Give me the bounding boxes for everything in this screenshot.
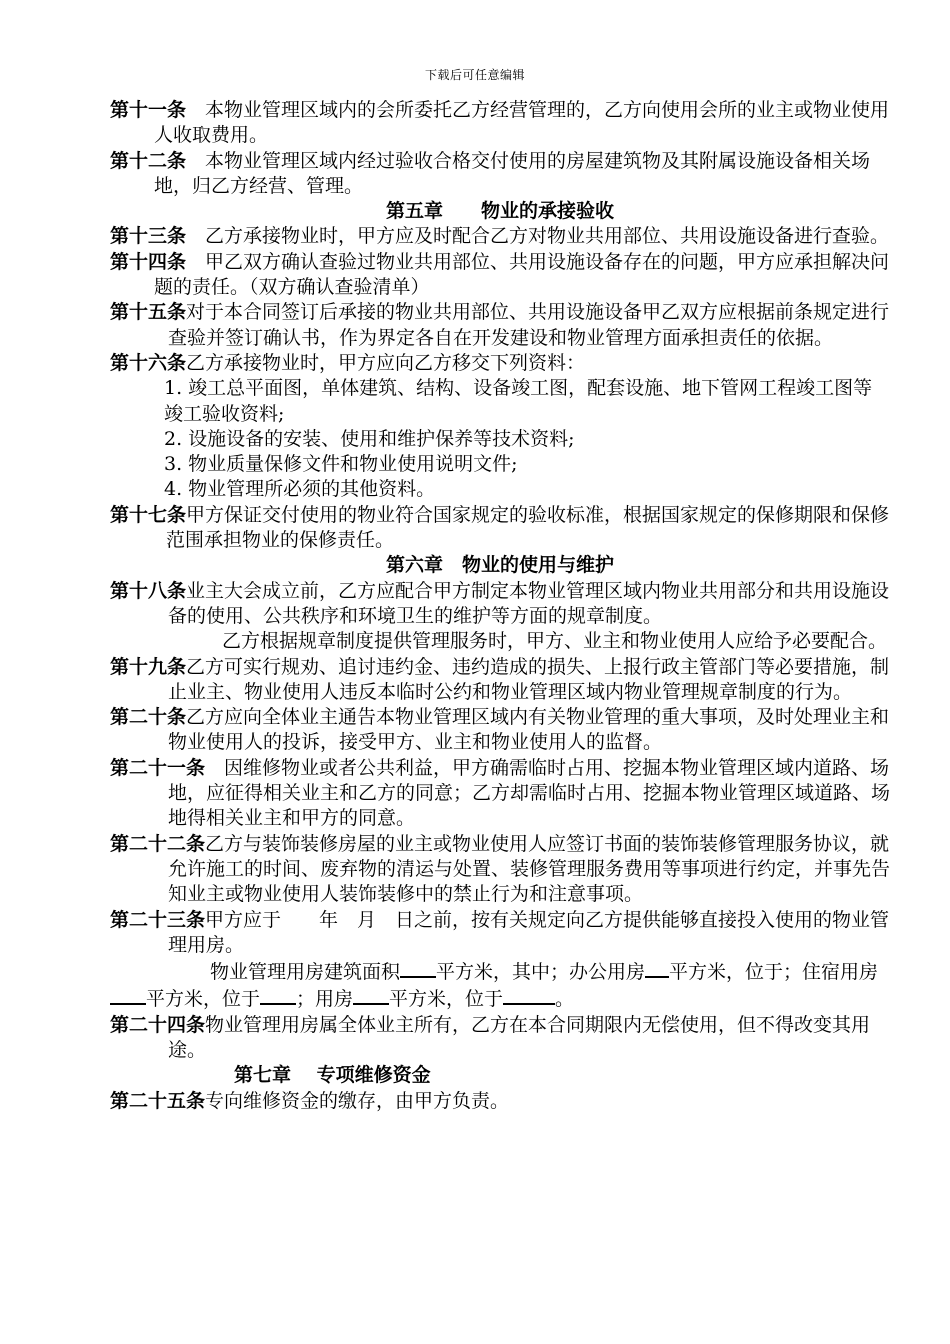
article-14: 第十四条 甲乙双方确认查验过物业共用部位、共用设施设备存在的问题，甲方应承担解决问题的责任。（双方确认查验清单）	[110, 250, 890, 299]
article-25: 第二十五条专向维修资金的缴存，由甲方负责。	[110, 1089, 510, 1112]
article-18: 第十八条业主大会成立前，乙方应配合甲方制定本物业管理区域内物业共用部分和共用设施设备的使用、公共秩序和环境卫生的维护等方面的规章制度。	[110, 579, 890, 627]
list-item-2: 2. 设施设备的安装、使用和维护保养等技术资料;	[164, 427, 575, 450]
article-23-paragraph-2: 物业管理用房建筑面积 平方米，其中；办公用房 平方米，位于；住宿用房平方米，位于 ；用房 平方米，位于 。	[110, 958, 890, 1013]
office-area-blank	[645, 958, 669, 978]
chapter-6-heading: 第六章 物业的使用与维护	[385, 554, 614, 577]
dorm-area-blank	[110, 985, 146, 1005]
list-item-3: 3. 物业质量保修文件和物业使用说明文件;	[164, 453, 518, 476]
article-19: 第十九条乙方可实行规劝、追讨违约金、违约造成的损失、上报行政主管部门等必要措施，制止业主、物业使用人违反本临时公约和物业管理区域内物业管理规章制度的行为。	[110, 655, 890, 703]
dorm-location-blank	[260, 985, 296, 1005]
article-23: 第二十三条甲方应于 年 月 日之前，按有关规定向乙方提供能够直接投入使用的物业管理用房。	[110, 908, 890, 956]
article-11: 第十一条 本物业管理区域内的会所委托乙方经营管理的，乙方向使用会所的业主或物业使用人收取费用。	[110, 99, 890, 147]
article-21: 第二十一条 因维修物业或者公共利益，甲方确需临时占用、挖掘本物业管理区域内道路、场地，应征得相关业主和乙方的同意；乙方却需临时占用、挖掘本物业管理区域道路、场地得相关业主和甲方的同意。	[110, 756, 891, 830]
list-item-1: 1. 竣工总平面图，单体建筑、结构、设备竣工图，配套设施、地下管网工程竣工图等竣工验收资料;	[164, 377, 873, 425]
page-header: 下载后可任意编辑	[424, 68, 525, 82]
article-24: 第二十四条物业管理用房属全体业主所有，乙方在本合同期限内无偿使用，但不得改变其用途。	[110, 1013, 871, 1061]
other-location-blank	[503, 985, 555, 1005]
document-body	[110, 98, 890, 1114]
article-12: 第十二条 本物业管理区域内经过验收合格交付使用的房屋建筑物及其附属设施设备相关场地，归乙方经营、管理。	[110, 149, 871, 197]
chapter-5-heading: 第五章 物业的承接验收	[385, 200, 614, 223]
area-blank	[400, 958, 436, 978]
article-13: 第十三条 乙方承接物业时，甲方应及时配合乙方对物业共用部位、共用设施设备进行查验。	[110, 225, 890, 248]
article-15: 第十五条对于本合同签订后承接的物业共用部位、共用设施设备甲乙双方应根据前条规定进行查验并签订确认书，作为界定各自在开发建设和物业管理方面承担责任的依据。	[110, 301, 890, 349]
article-18-paragraph-2: 乙方根据规章制度提供管理服务时，甲方、业主和物业使用人应给予必要配合。	[222, 630, 888, 653]
list-item-4: 4. 物业管理所必须的其他资料。	[164, 478, 436, 501]
chapter-7-heading: 第七章 专项维修资金	[234, 1064, 431, 1087]
article-17: 第十七条甲方保证交付使用的物业符合国家规定的验收标准，根据国家规定的保修期限和保修范围承担物业的保修责任。	[110, 503, 890, 552]
article-20: 第二十条乙方应向全体业主通告本物业管理区域内有关物业管理的重大事项，及时处理业主和物业使用人的投诉，接受甲方、业主和物业使用人的监督。	[110, 706, 890, 754]
article-22: 第二十二条乙方与装饰装修房屋的业主或物业使用人应签订书面的装饰装修管理服务协议，就允许施工的时间、废弃物的清运与处置、装修管理服务费用等事项进行约定，并事先告知业主或物业使用人装饰装修中的禁止行为和注意事项。	[110, 832, 891, 906]
article-16: 第十六条乙方承接物业时，甲方应向乙方移交下列资料：	[110, 351, 586, 374]
other-area-blank	[353, 985, 389, 1005]
